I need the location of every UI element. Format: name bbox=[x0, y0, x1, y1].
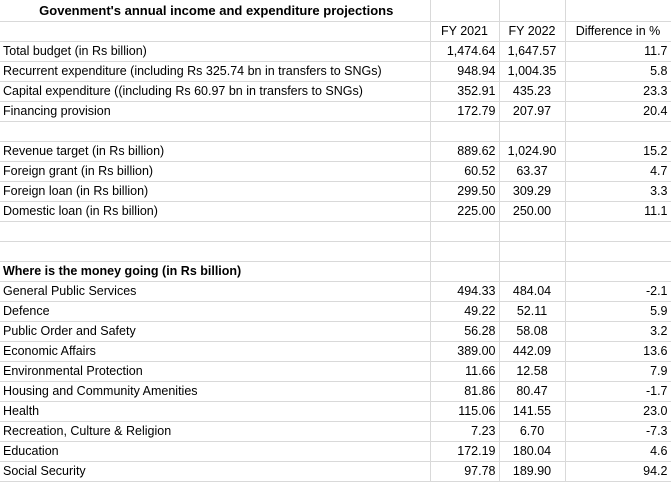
table-row bbox=[0, 461, 671, 481]
fy2021-value[interactable]: 299.50 bbox=[430, 181, 499, 201]
empty-cell[interactable] bbox=[565, 261, 671, 281]
empty-cell[interactable] bbox=[430, 261, 499, 281]
table-row bbox=[0, 101, 671, 121]
fy2022-value[interactable]: 58.08 bbox=[499, 321, 565, 341]
table-row bbox=[0, 441, 671, 461]
fy2021-value[interactable]: 352.91 bbox=[430, 81, 499, 101]
header-fy2021[interactable]: FY 2021 bbox=[430, 21, 499, 41]
difference-value[interactable]: -1.7 bbox=[565, 381, 671, 401]
row-label[interactable]: General Public Services bbox=[0, 281, 430, 301]
empty-cell[interactable] bbox=[499, 241, 565, 261]
row-label[interactable]: Economic Affairs bbox=[0, 341, 430, 361]
table-row bbox=[0, 81, 671, 101]
difference-value[interactable]: 4.6 bbox=[565, 441, 671, 461]
empty-cell[interactable] bbox=[565, 0, 671, 21]
fy2022-value[interactable]: 442.09 bbox=[499, 341, 565, 361]
fy2022-value[interactable]: 207.97 bbox=[499, 101, 565, 121]
fy2021-value[interactable]: 11.66 bbox=[430, 361, 499, 381]
fy2021-value[interactable]: 97.78 bbox=[430, 461, 499, 481]
fy2022-value[interactable]: 1,647.57 bbox=[499, 41, 565, 61]
fy2021-value[interactable]: 81.86 bbox=[430, 381, 499, 401]
difference-value[interactable]: 23.3 bbox=[565, 81, 671, 101]
table-row bbox=[0, 181, 671, 201]
row-label[interactable]: Financing provision bbox=[0, 101, 430, 121]
fy2022-value[interactable]: 250.00 bbox=[499, 201, 565, 221]
difference-value[interactable]: 3.2 bbox=[565, 321, 671, 341]
fy2021-value[interactable]: 494.33 bbox=[430, 281, 499, 301]
spacer-row bbox=[0, 221, 671, 241]
empty-cell[interactable] bbox=[0, 121, 430, 141]
fy2021-value[interactable]: 889.62 bbox=[430, 141, 499, 161]
row-label[interactable]: Defence bbox=[0, 301, 430, 321]
table-row bbox=[0, 361, 671, 381]
table-row bbox=[0, 141, 671, 161]
spacer-row bbox=[0, 121, 671, 141]
fy2022-value[interactable]: 484.04 bbox=[499, 281, 565, 301]
table-row bbox=[0, 161, 671, 181]
row-label[interactable]: Domestic loan (in Rs billion) bbox=[0, 201, 430, 221]
difference-value[interactable]: 4.7 bbox=[565, 161, 671, 181]
fy2021-value[interactable]: 7.23 bbox=[430, 421, 499, 441]
difference-value[interactable]: 94.2 bbox=[565, 461, 671, 481]
fy2022-value[interactable]: 141.55 bbox=[499, 401, 565, 421]
empty-cell[interactable] bbox=[430, 221, 499, 241]
row-label[interactable]: Revenue target (in Rs billion) bbox=[0, 141, 430, 161]
row-label[interactable]: Foreign grant (in Rs billion) bbox=[0, 161, 430, 181]
empty-cell[interactable] bbox=[499, 261, 565, 281]
empty-cell[interactable] bbox=[499, 221, 565, 241]
fy2021-value[interactable]: 172.19 bbox=[430, 441, 499, 461]
row-label[interactable]: Health bbox=[0, 401, 430, 421]
empty-cell[interactable] bbox=[0, 241, 430, 261]
difference-value[interactable]: -7.3 bbox=[565, 421, 671, 441]
row-label[interactable]: Environmental Protection bbox=[0, 361, 430, 381]
row-label[interactable]: Total budget (in Rs billion) bbox=[0, 41, 430, 61]
difference-value[interactable]: 3.3 bbox=[565, 181, 671, 201]
income-section bbox=[0, 141, 671, 221]
table-row bbox=[0, 321, 671, 341]
difference-value[interactable]: 5.9 bbox=[565, 301, 671, 321]
empty-cell[interactable] bbox=[430, 121, 499, 141]
difference-value[interactable]: 7.9 bbox=[565, 361, 671, 381]
row-label[interactable]: Social Security bbox=[0, 461, 430, 481]
row-label[interactable]: Capital expenditure ((including Rs 60.97 bn in transfers to SNGs) bbox=[0, 81, 430, 101]
fy2021-value[interactable]: 225.00 bbox=[430, 201, 499, 221]
fy2022-value[interactable]: 52.11 bbox=[499, 301, 565, 321]
fy2022-value[interactable]: 80.47 bbox=[499, 381, 565, 401]
fy2021-value[interactable]: 389.00 bbox=[430, 341, 499, 361]
fy2021-value[interactable]: 948.94 bbox=[430, 61, 499, 81]
table-row bbox=[0, 281, 671, 301]
empty-cell[interactable] bbox=[430, 0, 499, 21]
header-fy2022[interactable]: FY 2022 bbox=[499, 21, 565, 41]
fy2021-value[interactable]: 60.52 bbox=[430, 161, 499, 181]
row-label[interactable]: Education bbox=[0, 441, 430, 461]
fy2022-value[interactable]: 12.58 bbox=[499, 361, 565, 381]
table-row bbox=[0, 301, 671, 321]
difference-value[interactable]: 20.4 bbox=[565, 101, 671, 121]
table-row bbox=[0, 61, 671, 81]
empty-cell[interactable] bbox=[430, 241, 499, 261]
empty-cell[interactable] bbox=[565, 241, 671, 261]
header-difference[interactable]: Difference in % bbox=[565, 21, 671, 41]
table-row bbox=[0, 201, 671, 221]
fy2022-value[interactable]: 189.90 bbox=[499, 461, 565, 481]
spending-heading[interactable]: Where is the money going (in Rs billion) bbox=[0, 261, 430, 281]
row-label[interactable]: Recreation, Culture & Religion bbox=[0, 421, 430, 441]
header-row bbox=[0, 21, 671, 41]
row-label[interactable]: Foreign loan (in Rs billion) bbox=[0, 181, 430, 201]
table-title[interactable]: Govenment's annual income and expenditure projections bbox=[0, 0, 430, 21]
row-label[interactable]: Public Order and Safety bbox=[0, 321, 430, 341]
fy2021-value[interactable]: 49.22 bbox=[430, 301, 499, 321]
fy2022-value[interactable]: 1,004.35 bbox=[499, 61, 565, 81]
row-label[interactable]: Housing and Community Amenities bbox=[0, 381, 430, 401]
difference-value[interactable]: 13.6 bbox=[565, 341, 671, 361]
empty-cell[interactable] bbox=[565, 221, 671, 241]
budget-section bbox=[0, 41, 671, 121]
difference-value[interactable]: 11.7 bbox=[565, 41, 671, 61]
fy2022-value[interactable]: 180.04 bbox=[499, 441, 565, 461]
fy2022-value[interactable]: 309.29 bbox=[499, 181, 565, 201]
table-row bbox=[0, 421, 671, 441]
spending-heading-row bbox=[0, 261, 671, 281]
empty-cell[interactable] bbox=[0, 221, 430, 241]
empty-cell[interactable] bbox=[499, 0, 565, 21]
difference-value[interactable]: -2.1 bbox=[565, 281, 671, 301]
empty-cell[interactable] bbox=[565, 121, 671, 141]
fy2022-value[interactable]: 435.23 bbox=[499, 81, 565, 101]
fy2021-value[interactable]: 172.79 bbox=[430, 101, 499, 121]
table-row bbox=[0, 401, 671, 421]
spacer-row bbox=[0, 241, 671, 261]
fy2021-value[interactable]: 56.28 bbox=[430, 321, 499, 341]
difference-value[interactable]: 11.1 bbox=[565, 201, 671, 221]
empty-cell[interactable] bbox=[0, 21, 430, 41]
difference-value[interactable]: 15.2 bbox=[565, 141, 671, 161]
title-row bbox=[0, 0, 671, 21]
table-row bbox=[0, 381, 671, 401]
row-label[interactable]: Recurrent expenditure (including Rs 325.74 bn in transfers to SNGs) bbox=[0, 61, 430, 81]
fy2021-value[interactable]: 115.06 bbox=[430, 401, 499, 421]
difference-value[interactable]: 23.0 bbox=[565, 401, 671, 421]
fy2022-value[interactable]: 6.70 bbox=[499, 421, 565, 441]
fy2022-value[interactable]: 1,024.90 bbox=[499, 141, 565, 161]
fy2021-value[interactable]: 1,474.64 bbox=[430, 41, 499, 61]
empty-cell[interactable] bbox=[499, 121, 565, 141]
difference-value[interactable]: 5.8 bbox=[565, 61, 671, 81]
table-row bbox=[0, 41, 671, 61]
fy2022-value[interactable]: 63.37 bbox=[499, 161, 565, 181]
spending-section bbox=[0, 281, 671, 481]
table-row bbox=[0, 341, 671, 361]
